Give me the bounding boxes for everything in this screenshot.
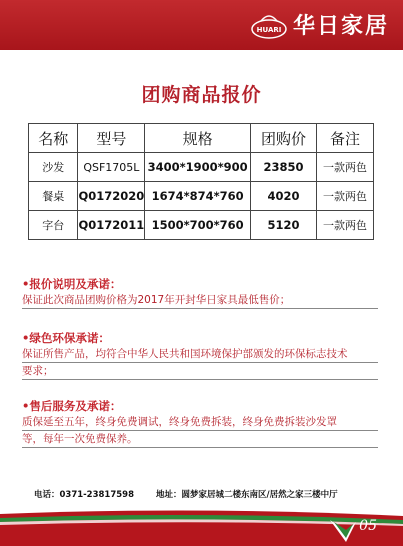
cell-model: QSF1705L (78, 153, 145, 182)
cell-model: Q0172011 (78, 211, 145, 240)
cell-note: 一款两色 (317, 182, 374, 211)
logo-badge-text: HUARI (256, 25, 282, 34)
page-title: 团购商品报价 (141, 84, 262, 106)
cell-price: 4020 (250, 182, 316, 211)
cell-note: 一款两色 (317, 153, 374, 182)
col-header-model: 型号 (78, 124, 145, 153)
section-heading: •售后服务及承诺： (22, 399, 122, 413)
section-text-line: 保证此次商品团购价格为2017年开封华日家具最低售价； (22, 292, 378, 309)
footer-phone: 电话：0371-23817598 (34, 490, 134, 500)
cell-spec: 1674*874*760 (145, 182, 251, 211)
cell-spec: 1500*700*760 (145, 211, 251, 240)
col-header-name: 名称 (29, 124, 78, 153)
table-row (29, 211, 374, 240)
col-header-spec: 规格 (145, 124, 251, 153)
cell-spec: 3400*1900*900 (145, 153, 251, 182)
page-number: 05 (359, 518, 377, 534)
section-text-line: 质保延至五年，终身免费调试，终身免费拆装，终身免费拆装沙发罩 (22, 414, 378, 431)
after-sales-section (22, 398, 378, 448)
section-text-line: 要求； (22, 363, 378, 380)
cell-name: 餐桌 (29, 182, 78, 211)
cell-note: 一款两色 (317, 211, 374, 240)
price-commitment-section (22, 276, 378, 309)
table-row (29, 153, 374, 182)
cell-model: Q0172020 (78, 182, 145, 211)
table-header-row (29, 124, 374, 153)
brand-name: 华日家居 (292, 13, 389, 39)
brand-logo (251, 9, 389, 40)
section-text-line: 保证所售产品，均符合中华人民共和国环境保护部颁发的环保标志技术 (22, 346, 378, 363)
footer-banner (0, 508, 403, 546)
col-header-note: 备注 (317, 124, 374, 153)
cell-price: 5120 (250, 211, 316, 240)
logo-badge-icon (251, 10, 287, 40)
section-text-line: 等，每年一次免费保养。 (22, 431, 378, 448)
footer-address: 地址：圆梦家居城二楼东南区/居然之家三楼中厅 (156, 490, 338, 500)
footer-contact (34, 488, 338, 500)
eco-commitment-section (22, 330, 378, 380)
header-bar (0, 0, 403, 50)
section-heading: •绿色环保承诺： (22, 331, 110, 345)
table-row (29, 182, 374, 211)
cell-name: 沙发 (29, 153, 78, 182)
cell-price: 23850 (250, 153, 316, 182)
col-header-price: 团购价 (250, 124, 316, 153)
section-heading: •报价说明及承诺： (22, 277, 122, 291)
cell-name: 字台 (29, 211, 78, 240)
price-table (28, 123, 374, 240)
